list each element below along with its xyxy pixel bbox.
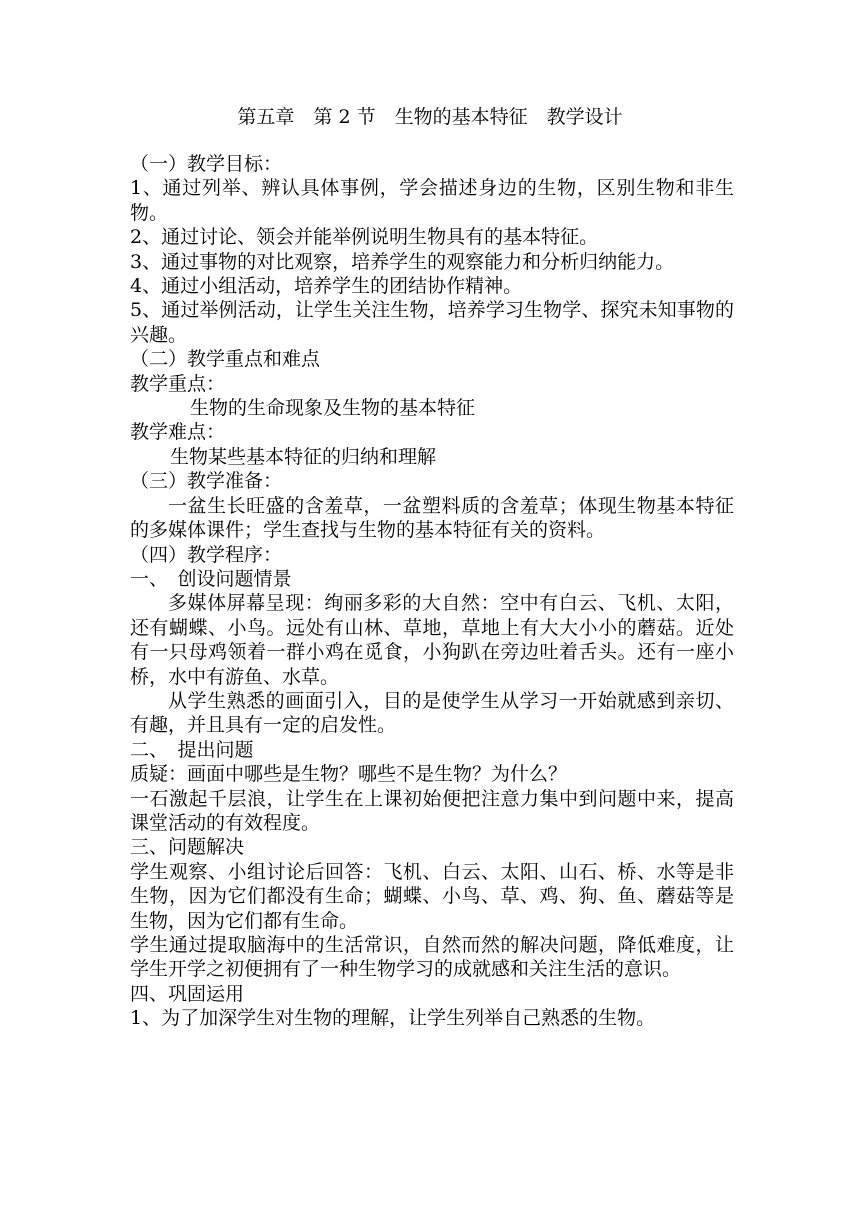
- document-body: [130, 152, 734, 1031]
- section-heading-key-points: （二）教学重点和难点: [130, 348, 321, 371]
- preparation-text: 一盆生长旺盛的含羞草，一盆塑料质的含羞草；体现生物基本特征的多媒体课件；学生查找与生物的基本特征有关的资料。: [130, 494, 734, 542]
- procedure-step-2-purpose: 一石激起千层浪，让学生在上课初始便把注意力集中到问题中来，提高课堂活动的有效程度。: [130, 787, 734, 834]
- procedure-step-2-heading: 二、 提出问题: [130, 738, 254, 761]
- procedure-step-2-question: 质疑：画面中哪些是生物？哪些不是生物？为什么？: [130, 763, 568, 786]
- procedure-step-3-answer: 学生观察、小组讨论后回答：飞机、白云、太阳、山石、桥、水等是非生物，因为它们都没有生命；蝴蝶、小鸟、草、鸡、狗、鱼、蘑菇等是生物，因为它们都有生命。: [130, 860, 734, 932]
- key-point-label: 教学重点：: [130, 372, 226, 395]
- procedure-step-3-purpose: 学生通过提取脑海中的生活常识，自然而然的解决问题，降低难度，让学生开学之初便拥有了一种生物学习的成就感和关注生活的意识。: [130, 934, 734, 981]
- document-title: 第五章 第 2 节 生物的基本特征 教学设计: [237, 106, 623, 128]
- difficulty-text: 生物某些基本特征的归纳和理解: [170, 445, 437, 468]
- objective-item-2: 2、通过讨论、领会并能举例说明生物具有的基本特征。: [130, 226, 599, 249]
- difficulty-label: 教学难点：: [130, 421, 226, 444]
- procedure-step-4-item-1: 1、为了加深学生对生物的理解，让学生列举自己熟悉的生物。: [130, 1007, 656, 1030]
- objective-item-1: 1、通过列举、辨认具体事例，学会描述身边的生物，区别生物和非生物。: [130, 177, 734, 224]
- objective-item-5: 5、通过举例活动，让学生关注生物，培养学习生物学、探究未知事物的兴趣。: [130, 299, 734, 346]
- procedure-step-3-heading: 三、问题解决: [130, 836, 245, 859]
- objective-item-4: 4、通过小组活动，培养学生的团结协作精神。: [130, 275, 523, 298]
- key-point-text: 生物的生命现象及生物的基本特征: [190, 397, 476, 420]
- section-heading-objectives: （一）教学目标：: [130, 153, 283, 175]
- procedure-step-4-heading: 四、巩固运用: [130, 982, 245, 1005]
- procedure-step-1-scene: 多媒体屏幕呈现：绚丽多彩的大自然：空中有白云、飞机、太阳，还有蝴蝶、小鸟。远处有山林、草地，草地上有大大小小的蘑菇。近处有一只母鸡领着一群小鸡在觅食，小狗趴在旁边吐着舌头。还有一座小桥，水中有游鱼、水草。: [130, 592, 734, 688]
- procedure-step-1-heading: 一、 创设问题情景: [130, 567, 292, 590]
- section-heading-preparation: （三）教学准备：: [130, 470, 283, 493]
- procedure-step-1-purpose: 从学生熟悉的画面引入，目的是使学生从学习一开始就感到亲切、有趣，并且具有一定的启发性。: [130, 689, 734, 737]
- objective-item-3: 3、通过事物的对比观察，培养学生的观察能力和分析归纳能力。: [130, 250, 675, 273]
- section-heading-procedure: （四）教学程序：: [130, 543, 283, 566]
